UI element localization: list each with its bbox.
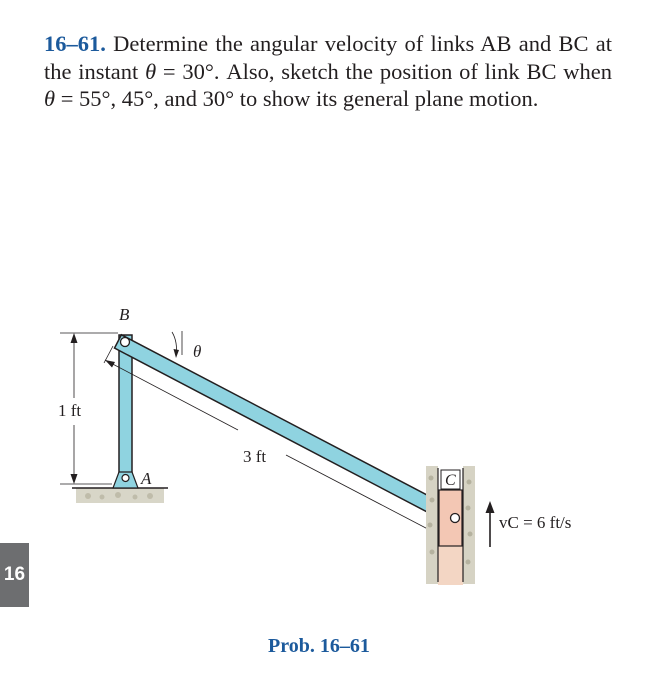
pin-c (451, 514, 460, 523)
label-b: B (119, 305, 130, 324)
statement-part-3: = 55°, 45°, and 30° to show its general plane motion. (55, 86, 539, 111)
link-bc (115, 335, 459, 525)
problem-number: 16–61. (44, 31, 106, 56)
dim-bc-label: 3 ft (243, 447, 267, 466)
theta-symbol: θ (145, 58, 157, 84)
pin-b (121, 338, 130, 347)
link-ab (119, 335, 132, 485)
theta-symbol-2: θ (44, 86, 56, 111)
figure-caption: Prob. 16–61 (268, 635, 370, 657)
label-theta: θ (193, 342, 202, 361)
velocity-label: vC = 6 ft/s (499, 513, 572, 532)
theta-angle-indicator (172, 331, 182, 358)
dim-ab-label: 1 ft (58, 401, 82, 420)
pin-support-a (113, 472, 138, 488)
ground-support-a (72, 488, 168, 503)
label-a: A (141, 469, 152, 488)
chapter-tab: 16 (0, 543, 29, 607)
dimension-bc (104, 346, 451, 541)
label-c: C (445, 472, 456, 489)
statement-part-1: Determine the angular velocity of links AB and BC at the instant (44, 31, 612, 84)
velocity-arrow-icon (486, 501, 495, 547)
statement-part-2: = 30°. Also, sketch the position of link BC when (156, 58, 612, 84)
